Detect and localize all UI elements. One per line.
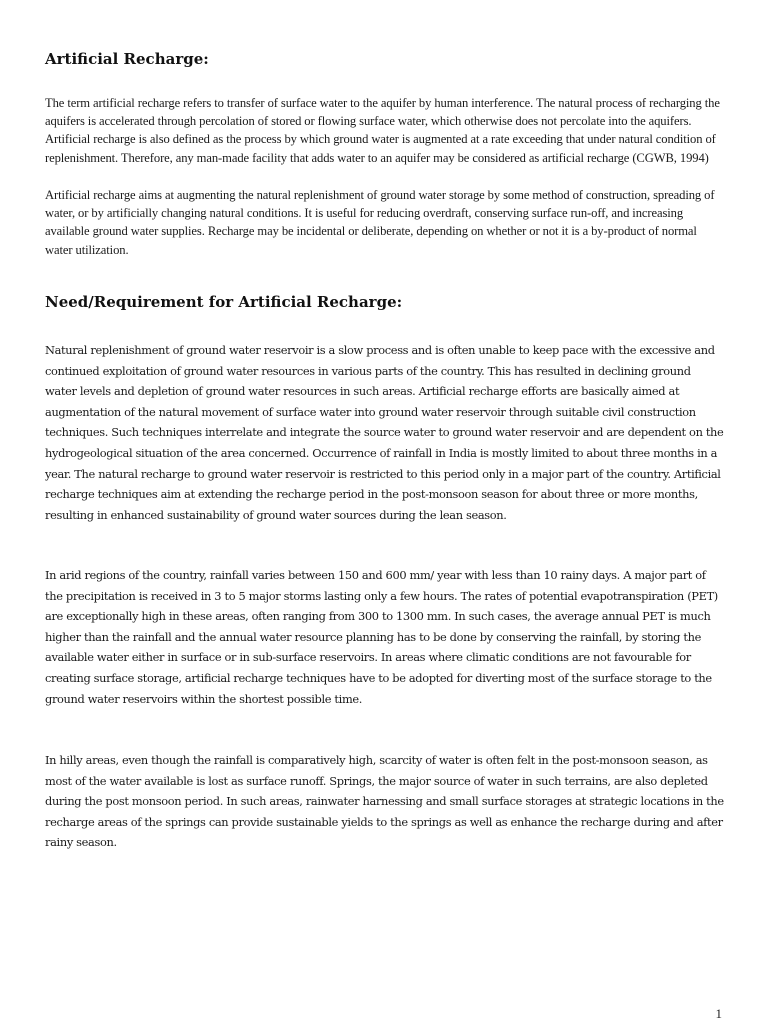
paragraph-definition: The term artificial recharge refers to transfer of surface water to the aquifer by human interference. The natural process of recharging the aquifers is accelerated through percolation of stored or flowing surface water, which otherwise does not percolate into the aquifers. Artificial recharge is also defined as the process by which ground water is augmented at a rate exceeding that under natural condition of replenishment. Therefore, any man-made facility that adds water to an aquifer may be considered as artificial recharge (CGWB, 1994)	[45, 96, 720, 165]
section-heading-artificial-recharge: Artificial Recharge:	[45, 50, 209, 68]
section-heading-need-requirement: Need/Requirement for Artificial Recharge:	[45, 293, 403, 311]
paragraph-aims: Artificial recharge aims at augmenting the natural replenishment of ground water storage by some method of construction, spreading of water, or by artificially changing natural conditions. It is useful for reducing overdraft, conserving surface run-off, and increasing available ground water supplies. Recharge may be incidental or deliberate, depending on whether or not it is a by-product of normal water utilization.	[45, 188, 715, 257]
page-number: 1	[715, 1006, 722, 1021]
paragraph-arid-regions: In arid regions of the country, rainfall varies between 150 and 600 mm/ year with less than 10 rainy days. A major part of the precipitation is received in 3 to 5 major storms lasting only a few hours. The rates of potential evapotranspiration (PET) are exceptionally high in these areas, often ranging from 300 to 1300 mm. In such cases, the average annual PET is much higher than the rainfall and the annual water resource planning has to be done by conserving the rainfall, by storing the available water either in surface or in sub-surface reservoirs. In areas where climatic conditions are not favourable for creating surface storage, artificial recharge techniques have to be adopted for diverting most of the surface storage to the ground water reservoirs within the shortest possible time.	[45, 568, 718, 706]
paragraph-natural-replenishment: Natural replenishment of ground water reservoir is a slow process and is often unable to keep pace with the excessive and continued exploitation of ground water resources in various parts of the country. This has resulted in declining ground water levels and depletion of ground water resources in such areas. Artificial recharge efforts are basically aimed at augmentation of the natural movement of surface water into ground water reservoir through suitable civil construction techniques. Such techniques interrelate and integrate the source water to ground water reservoir and are dependent on the hydrogeological situation of the area concerned. Occurrence of rainfall in India is mostly limited to about three months in a year. The natural recharge to ground water reservoir is restricted to this period only in a major part of the country. Artificial recharge techniques aim at extending the recharge period in the post-monsoon season for about three or more months, resulting in enhanced sustainability of ground water sources during the lean season.	[45, 343, 724, 522]
paragraph-hilly-areas: In hilly areas, even though the rainfall is comparatively high, scarcity of water is often felt in the post-monsoon season, as most of the water available is lost as surface runoff. Springs, the major source of water in such terrains, are also depleted during the post monsoon period. In such areas, rainwater harnessing and small surface storages at strategic locations in the recharge areas of the springs can provide sustainable yields to the springs as well as enhance the recharge during and after rainy season.	[45, 753, 724, 850]
